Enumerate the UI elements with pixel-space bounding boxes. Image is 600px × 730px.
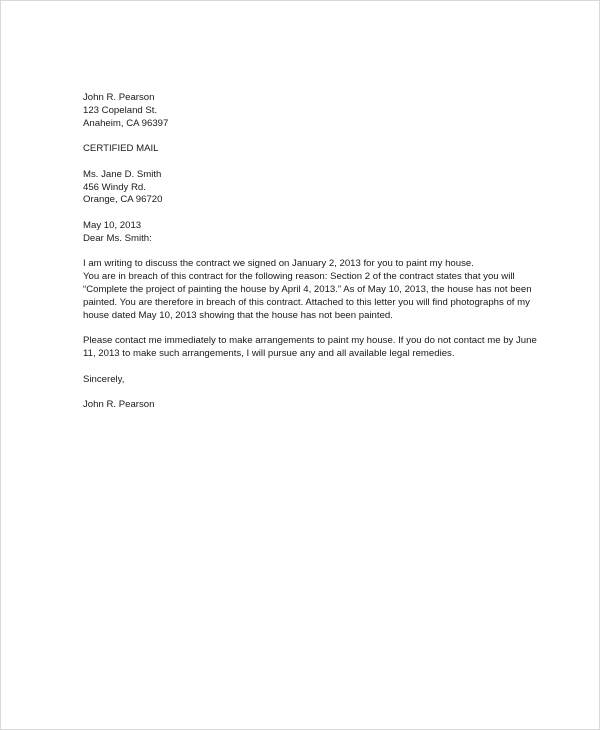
paragraph-line: “Complete the project of painting the house by April 4, 2013.” As of May 10, 2013, the house has not been bbox=[83, 283, 532, 295]
recipient-street: 456 Windy Rd. bbox=[83, 181, 146, 193]
signature-name: John R. Pearson bbox=[83, 399, 155, 411]
letter-body bbox=[83, 92, 537, 412]
closing: Sincerely, bbox=[83, 373, 125, 385]
sender-street: 123 Copeland St. bbox=[83, 104, 158, 116]
recipient-city: Orange, CA 96720 bbox=[83, 194, 163, 206]
date-salutation bbox=[83, 220, 523, 246]
mail-type bbox=[83, 143, 523, 156]
salutation: Dear Ms. Smith: bbox=[83, 232, 152, 244]
paragraph-2 bbox=[83, 335, 537, 361]
closing-block bbox=[83, 374, 523, 387]
letter-date: May 10, 2013 bbox=[83, 219, 142, 231]
signature-block bbox=[83, 399, 523, 412]
paragraph-line: You are in breach of this contract for the following reason: Section 2 of the contract states that you will bbox=[83, 271, 515, 283]
paragraph-line: 11, 2013 to make such arrangements, I will pursue any and all available legal remedies. bbox=[83, 347, 455, 359]
paragraph-line: I am writing to discuss the contract we signed on January 2, 2013 for you to paint my house. bbox=[83, 258, 474, 270]
paragraph-1 bbox=[83, 258, 532, 322]
paragraph-line: Please contact me immediately to make arrangements to paint my house. If you do not contact me by June bbox=[83, 335, 537, 347]
sender-name: John R. Pearson bbox=[83, 92, 155, 103]
sender-city: Anaheim, CA 96397 bbox=[83, 117, 169, 129]
recipient-address bbox=[83, 169, 523, 207]
recipient-name: Ms. Jane D. Smith bbox=[83, 168, 162, 180]
paragraph-line: painted. You are therefore in breach of this contract. Attached to this letter you will find photographs of my bbox=[83, 296, 530, 308]
sender-address bbox=[83, 92, 523, 130]
paragraph-line: house dated May 10, 2013 showing that the house has not been painted. bbox=[83, 309, 393, 321]
mail-type-label: CERTIFIED MAIL bbox=[83, 143, 159, 155]
